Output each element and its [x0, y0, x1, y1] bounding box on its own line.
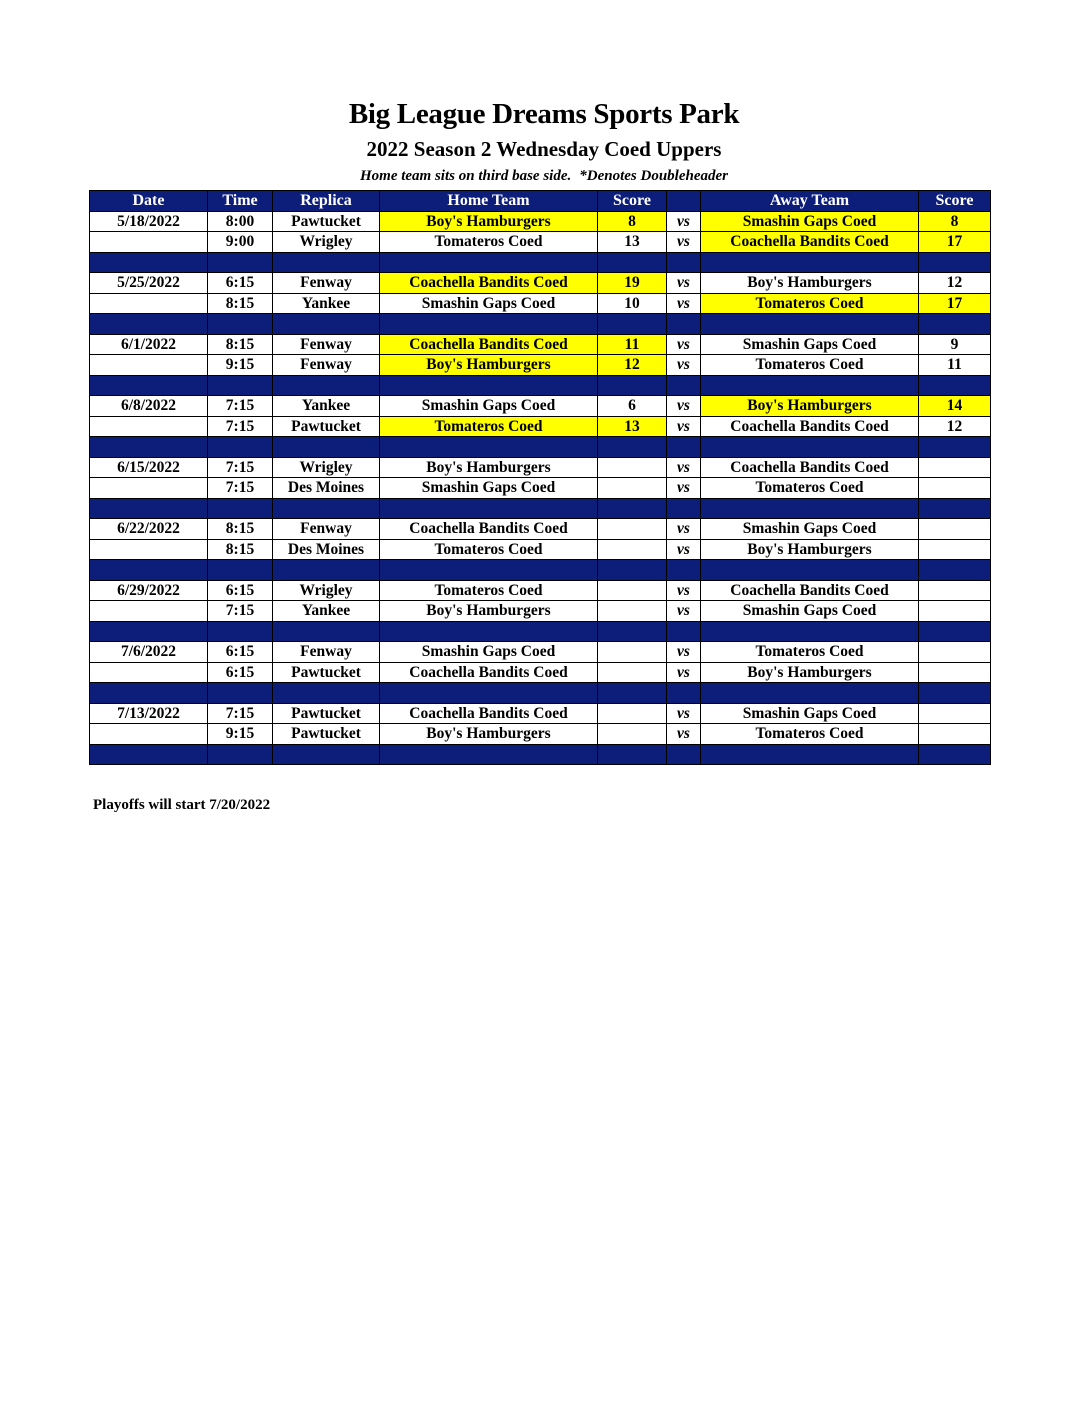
- home-team-note: Home team sits on third base side.: [359, 168, 572, 184]
- replica-cell: Pawtucket: [273, 211, 380, 232]
- date-cell: [90, 293, 208, 314]
- home-team-cell: Coachella Bandits Coed: [380, 334, 598, 355]
- vs-cell: vs: [667, 539, 701, 560]
- separator-cell: [380, 498, 598, 519]
- vs-cell: vs: [667, 416, 701, 437]
- away-score-cell: [919, 703, 991, 724]
- away-score-cell: [919, 724, 991, 745]
- column-header-vs: [667, 191, 701, 212]
- separator-cell: [90, 375, 208, 396]
- column-header-home-team: Home Team: [380, 191, 598, 212]
- table-row: [90, 457, 991, 478]
- replica-cell: Yankee: [273, 293, 380, 314]
- vs-cell: vs: [667, 211, 701, 232]
- away-team-cell: Boy's Hamburgers: [701, 662, 919, 683]
- separator-cell: [273, 252, 380, 273]
- separator-cell: [598, 683, 667, 704]
- home-team-cell: Boy's Hamburgers: [380, 211, 598, 232]
- date-cell: [90, 416, 208, 437]
- separator-cell: [919, 314, 991, 335]
- away-team-cell: Boy's Hamburgers: [701, 396, 919, 417]
- away-score-cell: [919, 539, 991, 560]
- separator-cell: [90, 252, 208, 273]
- date-cell: [90, 478, 208, 499]
- time-cell: 7:15: [208, 601, 273, 622]
- home-score-cell: 13: [598, 416, 667, 437]
- playoffs-note: Playoffs will start 7/20/2022: [93, 797, 271, 813]
- date-cell: 7/13/2022: [90, 703, 208, 724]
- away-score-cell: [919, 662, 991, 683]
- separator-cell: [380, 744, 598, 765]
- home-score-cell: [598, 642, 667, 663]
- schedule-note: [0, 168, 1088, 185]
- table-row: [90, 642, 991, 663]
- week-separator-row: [90, 683, 991, 704]
- table-row: [90, 232, 991, 253]
- date-cell: 6/8/2022: [90, 396, 208, 417]
- time-cell: 6:15: [208, 273, 273, 294]
- vs-cell: vs: [667, 662, 701, 683]
- away-score-cell: 12: [919, 273, 991, 294]
- separator-cell: [90, 560, 208, 581]
- away-team-cell: Tomateros Coed: [701, 478, 919, 499]
- week-separator-row: [90, 621, 991, 642]
- time-cell: 8:15: [208, 539, 273, 560]
- table-row: [90, 580, 991, 601]
- home-team-cell: Tomateros Coed: [380, 539, 598, 560]
- time-cell: 7:15: [208, 396, 273, 417]
- home-score-cell: 8: [598, 211, 667, 232]
- separator-cell: [380, 314, 598, 335]
- home-team-cell: Boy's Hamburgers: [380, 601, 598, 622]
- time-cell: 8:15: [208, 293, 273, 314]
- week-separator-row: [90, 560, 991, 581]
- vs-cell: vs: [667, 396, 701, 417]
- date-cell: [90, 601, 208, 622]
- separator-cell: [667, 560, 701, 581]
- replica-cell: Fenway: [273, 355, 380, 376]
- separator-cell: [919, 252, 991, 273]
- schedule-table: [89, 190, 991, 765]
- home-score-cell: 10: [598, 293, 667, 314]
- vs-cell: vs: [667, 703, 701, 724]
- column-header-time: Time: [208, 191, 273, 212]
- separator-cell: [273, 683, 380, 704]
- away-team-cell: Tomateros Coed: [701, 355, 919, 376]
- home-score-cell: [598, 601, 667, 622]
- separator-cell: [380, 252, 598, 273]
- replica-cell: Des Moines: [273, 478, 380, 499]
- separator-cell: [919, 375, 991, 396]
- separator-cell: [273, 437, 380, 458]
- separator-cell: [701, 314, 919, 335]
- home-team-cell: Smashin Gaps Coed: [380, 396, 598, 417]
- separator-cell: [273, 314, 380, 335]
- date-cell: [90, 539, 208, 560]
- table-row: [90, 211, 991, 232]
- date-cell: 6/29/2022: [90, 580, 208, 601]
- separator-cell: [208, 437, 273, 458]
- vs-cell: vs: [667, 334, 701, 355]
- separator-cell: [598, 498, 667, 519]
- replica-cell: Wrigley: [273, 457, 380, 478]
- away-team-cell: Boy's Hamburgers: [701, 539, 919, 560]
- separator-cell: [598, 621, 667, 642]
- replica-cell: Pawtucket: [273, 662, 380, 683]
- separator-cell: [701, 375, 919, 396]
- separator-cell: [667, 621, 701, 642]
- time-cell: 8:00: [208, 211, 273, 232]
- home-team-cell: Smashin Gaps Coed: [380, 642, 598, 663]
- separator-cell: [667, 498, 701, 519]
- home-score-cell: [598, 539, 667, 560]
- time-cell: 7:15: [208, 478, 273, 499]
- separator-cell: [919, 621, 991, 642]
- away-team-cell: Boy's Hamburgers: [701, 273, 919, 294]
- schedule-body: [90, 211, 991, 765]
- table-row: [90, 519, 991, 540]
- separator-cell: [701, 621, 919, 642]
- home-team-cell: Coachella Bandits Coed: [380, 662, 598, 683]
- separator-cell: [667, 744, 701, 765]
- time-cell: 7:15: [208, 703, 273, 724]
- home-team-cell: Boy's Hamburgers: [380, 724, 598, 745]
- separator-cell: [919, 744, 991, 765]
- time-cell: 9:15: [208, 355, 273, 376]
- away-score-cell: 17: [919, 293, 991, 314]
- away-team-cell: Smashin Gaps Coed: [701, 703, 919, 724]
- away-score-cell: 14: [919, 396, 991, 417]
- separator-cell: [701, 498, 919, 519]
- away-team-cell: Smashin Gaps Coed: [701, 211, 919, 232]
- table-header-row: [90, 191, 991, 212]
- replica-cell: Pawtucket: [273, 724, 380, 745]
- away-team-cell: Smashin Gaps Coed: [701, 334, 919, 355]
- separator-cell: [208, 375, 273, 396]
- table-row: [90, 416, 991, 437]
- home-team-cell: Coachella Bandits Coed: [380, 273, 598, 294]
- replica-cell: Fenway: [273, 519, 380, 540]
- separator-cell: [667, 375, 701, 396]
- table-row: [90, 355, 991, 376]
- table-row: [90, 601, 991, 622]
- time-cell: 6:15: [208, 662, 273, 683]
- away-team-cell: Coachella Bandits Coed: [701, 416, 919, 437]
- column-header-home-score: Score: [598, 191, 667, 212]
- home-team-cell: Tomateros Coed: [380, 232, 598, 253]
- home-score-cell: [598, 724, 667, 745]
- date-cell: 6/22/2022: [90, 519, 208, 540]
- page-subtitle: 2022 Season 2 Wednesday Coed Uppers: [366, 137, 722, 161]
- replica-cell: Wrigley: [273, 232, 380, 253]
- vs-cell: vs: [667, 519, 701, 540]
- replica-cell: Fenway: [273, 334, 380, 355]
- separator-cell: [273, 744, 380, 765]
- date-cell: [90, 662, 208, 683]
- time-cell: 6:15: [208, 642, 273, 663]
- separator-cell: [90, 498, 208, 519]
- separator-cell: [701, 437, 919, 458]
- separator-cell: [90, 314, 208, 335]
- separator-cell: [208, 744, 273, 765]
- away-score-cell: [919, 478, 991, 499]
- home-team-cell: Tomateros Coed: [380, 416, 598, 437]
- separator-cell: [701, 560, 919, 581]
- separator-cell: [598, 252, 667, 273]
- time-cell: 6:15: [208, 580, 273, 601]
- week-separator-row: [90, 498, 991, 519]
- time-cell: 7:15: [208, 457, 273, 478]
- away-score-cell: 17: [919, 232, 991, 253]
- home-score-cell: [598, 478, 667, 499]
- separator-cell: [701, 252, 919, 273]
- column-header-replica: Replica: [273, 191, 380, 212]
- separator-cell: [667, 683, 701, 704]
- column-header-away-team: Away Team: [701, 191, 919, 212]
- replica-cell: Fenway: [273, 642, 380, 663]
- separator-cell: [919, 437, 991, 458]
- week-separator-row: [90, 375, 991, 396]
- date-cell: [90, 355, 208, 376]
- separator-cell: [208, 560, 273, 581]
- away-team-cell: Coachella Bandits Coed: [701, 580, 919, 601]
- separator-cell: [919, 560, 991, 581]
- table-row: [90, 703, 991, 724]
- replica-cell: Wrigley: [273, 580, 380, 601]
- page-title: Big League Dreams Sports Park: [348, 98, 740, 130]
- separator-cell: [598, 437, 667, 458]
- replica-cell: Des Moines: [273, 539, 380, 560]
- column-header-away-score: Score: [919, 191, 991, 212]
- separator-cell: [380, 375, 598, 396]
- vs-cell: vs: [667, 478, 701, 499]
- time-cell: 8:15: [208, 334, 273, 355]
- away-score-cell: 9: [919, 334, 991, 355]
- away-team-cell: Tomateros Coed: [701, 724, 919, 745]
- replica-cell: Yankee: [273, 396, 380, 417]
- vs-cell: vs: [667, 273, 701, 294]
- time-cell: 9:00: [208, 232, 273, 253]
- doubleheader-note: *Denotes Doubleheader: [579, 168, 728, 184]
- week-separator-row: [90, 252, 991, 273]
- separator-cell: [598, 375, 667, 396]
- table-row: [90, 539, 991, 560]
- table-row: [90, 273, 991, 294]
- home-score-cell: 11: [598, 334, 667, 355]
- separator-cell: [273, 375, 380, 396]
- separator-cell: [208, 314, 273, 335]
- separator-cell: [701, 683, 919, 704]
- separator-cell: [598, 560, 667, 581]
- home-score-cell: 12: [598, 355, 667, 376]
- home-team-cell: Boy's Hamburgers: [380, 457, 598, 478]
- home-team-cell: Coachella Bandits Coed: [380, 703, 598, 724]
- vs-cell: vs: [667, 457, 701, 478]
- away-team-cell: Coachella Bandits Coed: [701, 232, 919, 253]
- week-separator-row: [90, 437, 991, 458]
- table-row: [90, 724, 991, 745]
- away-score-cell: [919, 457, 991, 478]
- separator-cell: [919, 498, 991, 519]
- separator-cell: [380, 560, 598, 581]
- vs-cell: vs: [667, 580, 701, 601]
- separator-cell: [667, 437, 701, 458]
- week-separator-row: [90, 314, 991, 335]
- replica-cell: Pawtucket: [273, 416, 380, 437]
- away-score-cell: [919, 519, 991, 540]
- separator-cell: [90, 683, 208, 704]
- separator-cell: [208, 683, 273, 704]
- home-score-cell: [598, 580, 667, 601]
- time-cell: 9:15: [208, 724, 273, 745]
- away-score-cell: [919, 580, 991, 601]
- separator-cell: [380, 683, 598, 704]
- table-row: [90, 293, 991, 314]
- vs-cell: vs: [667, 724, 701, 745]
- separator-cell: [380, 437, 598, 458]
- vs-cell: vs: [667, 293, 701, 314]
- date-cell: 5/18/2022: [90, 211, 208, 232]
- time-cell: 7:15: [208, 416, 273, 437]
- separator-cell: [208, 498, 273, 519]
- date-cell: [90, 724, 208, 745]
- week-separator-row: [90, 744, 991, 765]
- vs-cell: vs: [667, 232, 701, 253]
- separator-cell: [90, 744, 208, 765]
- away-score-cell: [919, 642, 991, 663]
- separator-cell: [90, 437, 208, 458]
- separator-cell: [380, 621, 598, 642]
- vs-cell: vs: [667, 355, 701, 376]
- home-score-cell: [598, 662, 667, 683]
- separator-cell: [208, 621, 273, 642]
- separator-cell: [208, 252, 273, 273]
- date-cell: 7/6/2022: [90, 642, 208, 663]
- away-score-cell: [919, 601, 991, 622]
- column-header-date: Date: [90, 191, 208, 212]
- separator-cell: [667, 314, 701, 335]
- separator-cell: [919, 683, 991, 704]
- away-team-cell: Smashin Gaps Coed: [701, 519, 919, 540]
- separator-cell: [273, 498, 380, 519]
- separator-cell: [701, 744, 919, 765]
- table-row: [90, 662, 991, 683]
- home-score-cell: 19: [598, 273, 667, 294]
- home-team-cell: Boy's Hamburgers: [380, 355, 598, 376]
- vs-cell: vs: [667, 601, 701, 622]
- table-row: [90, 478, 991, 499]
- home-score-cell: [598, 519, 667, 540]
- away-team-cell: Smashin Gaps Coed: [701, 601, 919, 622]
- replica-cell: Pawtucket: [273, 703, 380, 724]
- separator-cell: [598, 314, 667, 335]
- separator-cell: [273, 621, 380, 642]
- away-team-cell: Tomateros Coed: [701, 642, 919, 663]
- vs-cell: vs: [667, 642, 701, 663]
- separator-cell: [598, 744, 667, 765]
- date-cell: 5/25/2022: [90, 273, 208, 294]
- away-team-cell: Coachella Bandits Coed: [701, 457, 919, 478]
- home-team-cell: Tomateros Coed: [380, 580, 598, 601]
- home-score-cell: 13: [598, 232, 667, 253]
- away-score-cell: 11: [919, 355, 991, 376]
- separator-cell: [667, 252, 701, 273]
- date-cell: 6/15/2022: [90, 457, 208, 478]
- separator-cell: [273, 560, 380, 581]
- table-row: [90, 334, 991, 355]
- home-team-cell: Smashin Gaps Coed: [380, 478, 598, 499]
- home-team-cell: Coachella Bandits Coed: [380, 519, 598, 540]
- home-score-cell: [598, 703, 667, 724]
- away-score-cell: 12: [919, 416, 991, 437]
- separator-cell: [90, 621, 208, 642]
- away-score-cell: 8: [919, 211, 991, 232]
- date-cell: [90, 232, 208, 253]
- away-team-cell: Tomateros Coed: [701, 293, 919, 314]
- home-team-cell: Smashin Gaps Coed: [380, 293, 598, 314]
- date-cell: 6/1/2022: [90, 334, 208, 355]
- replica-cell: Fenway: [273, 273, 380, 294]
- table-row: [90, 396, 991, 417]
- replica-cell: Yankee: [273, 601, 380, 622]
- home-score-cell: 6: [598, 396, 667, 417]
- time-cell: 8:15: [208, 519, 273, 540]
- home-score-cell: [598, 457, 667, 478]
